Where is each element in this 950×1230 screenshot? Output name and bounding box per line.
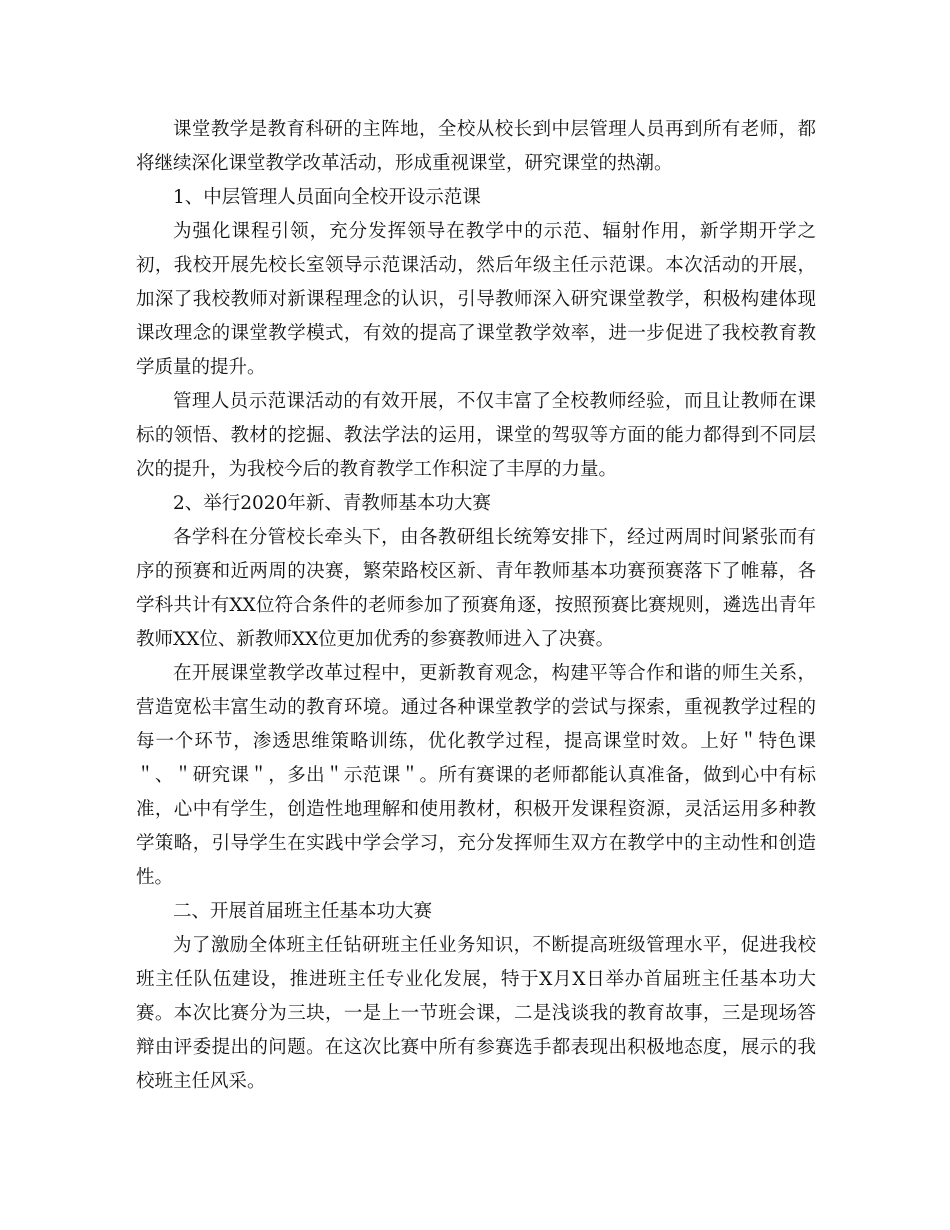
section-heading-2: 2、举行2020年新、青教师基本功大赛 [173,493,491,514]
paragraph-demo-effects: 管理人员示范课活动的有效开展，不仅丰富了全校教师经验，而且让教师在课标的领悟、教材的挖掘、教法学法的运用，课堂的驾驭等方面的能力都得到不同层次的提升，为我校今后的教育教学工作积淀了丰厚的力量。 [136,391,816,480]
section-heading-3: 二、开展首届班主任基本功大赛 [173,901,433,922]
document-body [136,113,816,1099]
paragraph-class-teacher: 为了激励全体班主任钻研班主任业务知识，不断提高班级管理水平，促进我校班主任队伍建设，推进班主任专业化发展，特于X月X日举办首届班主任基本功大赛。本次比赛分为三块，一是上一节班会课，二是浅谈我的教育故事，三是现场答辩由评委提出的问题。在这次比赛中所有参赛选手都表现出积极地态度，展示的我校班主任风采。 [136,935,816,1092]
paragraph-demo-lessons: 为强化课程引领，充分发挥领导在教学中的示范、辐射作用，新学期开学之初，我校开展先校长室领导示范课活动，然后年级主任示范课。本次活动的开展，加深了我校教师对新课程理念的认识，引导教师深入研究课堂教学，积极构建体现课改理念的课堂教学模式，有效的提高了课堂教学效率，进一步促进了我校教育教学质量的提升。 [136,221,816,378]
paragraph-reform: 在开展课堂教学改革过程中，更新教育观念，构建平等合作和谐的师生关系，营造宽松丰富生动的教育环境。通过各种课堂教学的尝试与探索，重视教学过程的每一个环节，渗透思维策略训练，优化教学过程，提高课堂时效。上好＂特色课＂、＂研究课＂，多出＂示范课＂。所有赛课的老师都能认真准备，做到心中有标准，心中有学生，创造性地理解和使用教材，积极开发课程资源，灵活运用多种教学策略，引导学生在实践中学会学习，充分发挥师生双方在教学中的主动性和创造性。 [136,663,816,888]
paragraph-intro: 课堂教学是教育科研的主阵地，全校从校长到中层管理人员再到所有老师，都将继续深化课堂教学改革活动，形成重视课堂，研究课堂的热潮。 [136,119,816,174]
paragraph-competition: 各学科在分管校长牵头下，由各教研组长统筹安排下，经过两周时间紧张而有序的预赛和近两周的决赛，繁荣路校区新、青年教师基本功赛预赛落下了帷幕，各学科共计有XX位符合条件的老师参加了预赛角逐，按照预赛比赛规则，遴选出青年教师XX位、新教师XX位更加优秀的参赛教师进入了决赛。 [136,527,816,650]
section-heading-1: 1、中层管理人员面向全校开设示范课 [173,187,481,208]
